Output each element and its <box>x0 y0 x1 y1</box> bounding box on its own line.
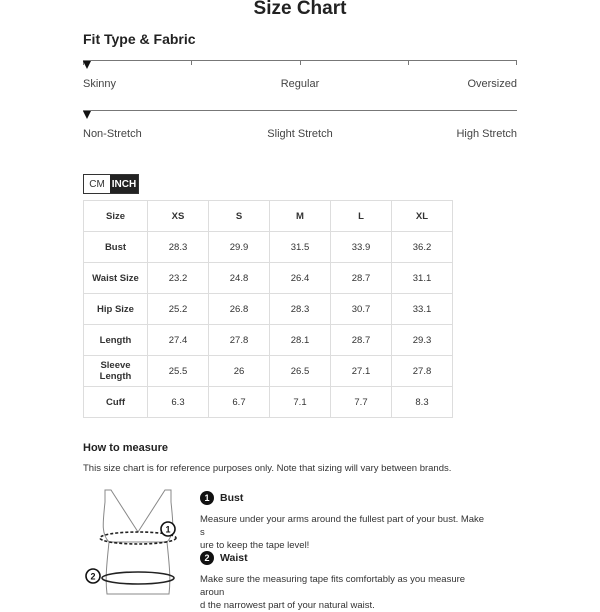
tank-top-icon <box>83 482 193 600</box>
table-cell: 26 <box>209 356 270 387</box>
table-cell: 31.1 <box>392 263 453 294</box>
step-description-line: Make sure the measuring tape fits comfortably as you measure aroun <box>200 574 466 598</box>
unit-toggle <box>83 174 139 194</box>
step-description-line: ure to keep the tape level! <box>200 540 310 551</box>
fabric-label-slight-stretch: Slight Stretch <box>267 128 333 140</box>
table-cell: 29.3 <box>392 325 453 356</box>
table-cell: 27.8 <box>392 356 453 387</box>
measure-step-bust <box>200 491 490 552</box>
table-cell: 28.7 <box>331 263 392 294</box>
fit-type-label-skinny: Skinny <box>83 78 117 90</box>
table-header-cell: XL <box>392 201 453 232</box>
table-row <box>84 325 453 356</box>
table-cell: 23.2 <box>148 263 209 294</box>
fit-type-label-oversized: Oversized <box>467 78 517 90</box>
table-cell: 30.7 <box>331 294 392 325</box>
table-cell: 7.1 <box>270 387 331 418</box>
table-row <box>84 294 453 325</box>
table-header-cell: S <box>209 201 270 232</box>
table-cell: 33.9 <box>331 232 392 263</box>
table-header-cell: XS <box>148 201 209 232</box>
scale-tick <box>191 60 192 65</box>
table-cell: 8.3 <box>392 387 453 418</box>
table-cell: 29.9 <box>209 232 270 263</box>
fit-type-marker-icon <box>83 61 91 69</box>
table-cell: 28.7 <box>331 325 392 356</box>
svg-text:1: 1 <box>165 524 171 535</box>
table-cell: 6.3 <box>148 387 209 418</box>
step-name: Bust <box>220 492 244 504</box>
table-cell: 28.1 <box>270 325 331 356</box>
table-row-label: Hip Size <box>84 294 148 325</box>
table-cell: 36.2 <box>392 232 453 263</box>
table-cell: 33.1 <box>392 294 453 325</box>
table-cell: 28.3 <box>148 232 209 263</box>
table-row <box>84 387 453 418</box>
step-description <box>200 513 490 552</box>
table-cell: 6.7 <box>209 387 270 418</box>
table-cell: 25.2 <box>148 294 209 325</box>
fit-section-title: Fit Type & Fabric <box>83 31 196 47</box>
fabric-marker-icon <box>83 111 91 119</box>
size-table <box>83 200 453 418</box>
table-row-label: Cuff <box>84 387 148 418</box>
table-row-label: Length <box>84 325 148 356</box>
table-cell: 26.8 <box>209 294 270 325</box>
measure-step-waist <box>200 551 490 612</box>
table-header-cell: Size <box>84 201 148 232</box>
fabric-label-high-stretch: High Stretch <box>456 128 517 140</box>
how-to-measure-note: This size chart is for reference purposes only. Note that sizing will vary between brands. <box>83 463 452 474</box>
scale-tick <box>408 60 409 65</box>
step-description-line: d the narrowest part of your natural waist. <box>200 600 375 611</box>
table-cell: 25.5 <box>148 356 209 387</box>
unit-inch-button[interactable]: INCH <box>110 175 138 193</box>
table-row-label: Waist Size <box>84 263 148 294</box>
table-row <box>84 232 453 263</box>
table-header-cell: L <box>331 201 392 232</box>
table-header-row <box>84 201 453 232</box>
step-description <box>200 573 490 612</box>
step-name: Waist <box>220 552 248 564</box>
step-number-badge: 1 <box>200 491 214 505</box>
table-cell: 27.8 <box>209 325 270 356</box>
scale-tick <box>300 60 301 65</box>
table-cell: 26.4 <box>270 263 331 294</box>
table-cell: 27.4 <box>148 325 209 356</box>
table-cell: 27.1 <box>331 356 392 387</box>
table-cell: 7.7 <box>331 387 392 418</box>
step-description-line: Measure under your arms around the fullest part of your bust. Make s <box>200 514 485 538</box>
table-header-cell: M <box>270 201 331 232</box>
table-row-label: Bust <box>84 232 148 263</box>
table-row <box>84 263 453 294</box>
table-row <box>84 356 453 387</box>
table-cell: 31.5 <box>270 232 331 263</box>
page-title: Size Chart <box>253 0 347 19</box>
step-number-badge: 2 <box>200 551 214 565</box>
table-cell: 24.8 <box>209 263 270 294</box>
table-row-label: Sleeve Length <box>84 356 148 387</box>
table-cell: 26.5 <box>270 356 331 387</box>
table-cell: 28.3 <box>270 294 331 325</box>
fit-type-label-regular: Regular <box>280 78 320 90</box>
unit-cm-button[interactable]: CM <box>84 175 110 193</box>
fabric-track <box>83 110 517 111</box>
garment-illustration <box>83 482 193 600</box>
how-to-measure-title: How to measure <box>83 442 168 454</box>
scale-tick <box>516 60 517 65</box>
fabric-label-non-stretch: Non-Stretch <box>83 128 142 140</box>
svg-text:2: 2 <box>90 571 96 582</box>
